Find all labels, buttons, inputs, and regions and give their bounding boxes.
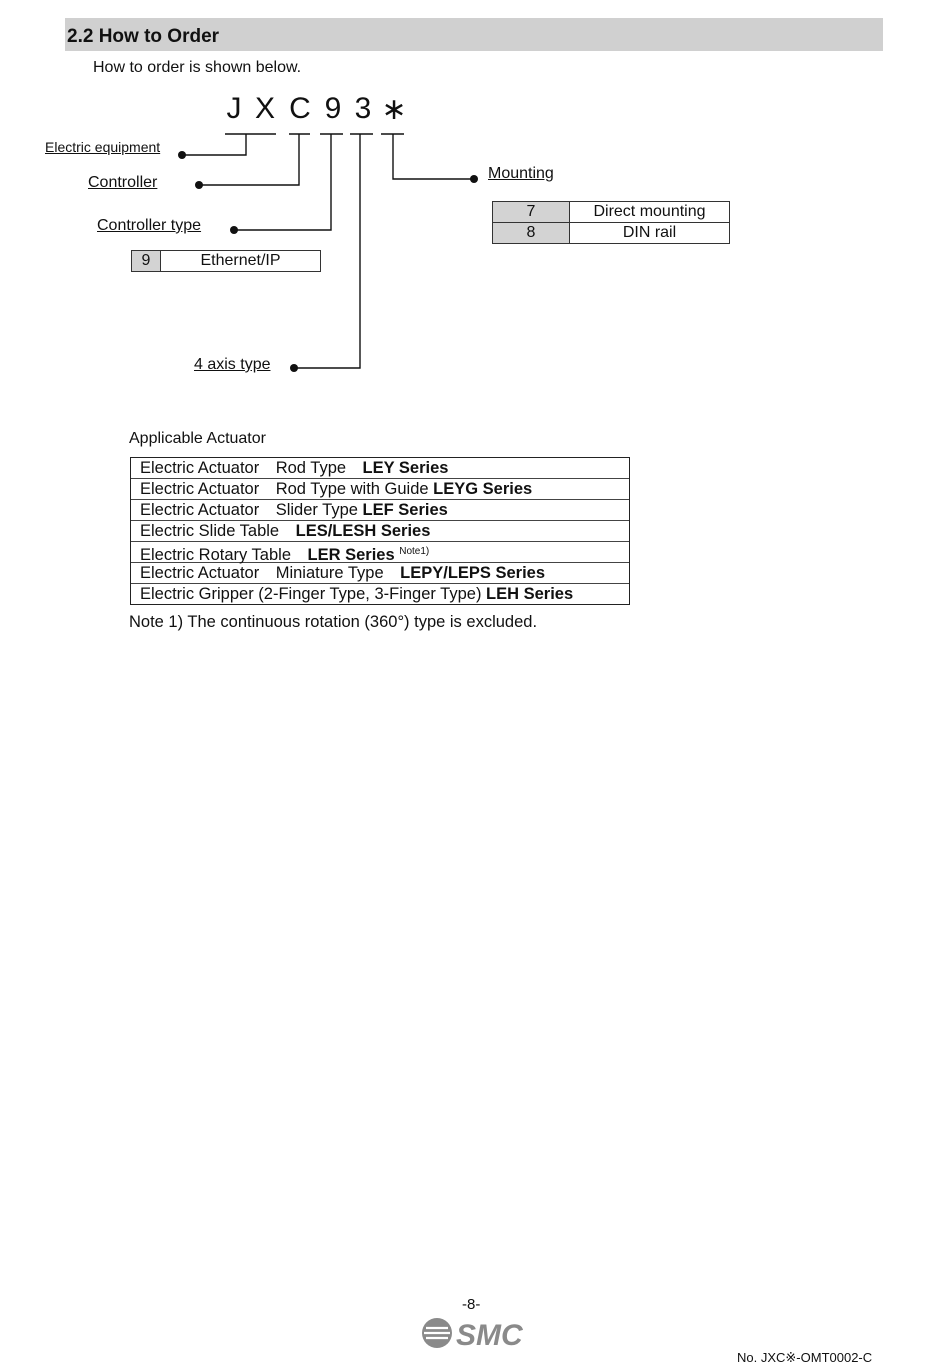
actuator-series: LEH Series [486,585,574,603]
actuator-desc: Electric Actuator Miniature Type [140,564,401,582]
actuator-desc: Electric Actuator Slider Type [140,501,363,519]
section-title: 2.2 How to Order [67,26,220,47]
actuator-series: LEPY/LEPS Series [400,564,546,582]
option-value: Ethernet/IP [161,251,321,272]
document-number: No. JXC※-OMT0002-C [737,1350,873,1365]
actuator-footnote: Note 1) The continuous rotation (360°) type is excluded. [129,613,538,631]
smc-logo [420,1316,530,1352]
option-value: DIN rail [570,223,730,244]
actuator-row [131,521,629,542]
applicable-actuator-table [130,457,630,605]
label-electric-equipment: Electric equipment [45,139,161,155]
smc-logo-text: SMC [456,1319,523,1352]
code-char-6: ∗ [381,93,407,126]
connector-mounting [393,134,474,179]
actuator-desc: Electric Rotary Table [140,546,308,564]
dot-controller-type [230,226,238,234]
actuator-series: LEF Series [362,501,448,519]
actuator-series: LEY Series [362,459,449,477]
actuator-row [131,458,629,479]
page-number: -8- [462,1296,481,1313]
actuator-row [131,584,629,604]
code-char-1: J [226,92,242,125]
actuator-series: LES/LESH Series [295,522,431,540]
dot-controller [195,181,203,189]
actuator-row [131,479,629,500]
code-char-5: 3 [354,92,372,125]
mounting-row [493,202,730,223]
option-key: 7 [493,202,570,223]
dot-electric-equipment [178,151,186,159]
actuator-desc: Electric Gripper (2-Finger Type, 3-Finger Type) [140,585,487,603]
mounting-row [493,223,730,244]
intro-text: How to order is shown below. [93,59,302,76]
order-code-diagram [0,0,950,420]
connector-controller-type [234,134,331,230]
option-value: Direct mounting [570,202,730,223]
actuator-note-ref: Note1) [399,546,430,557]
smc-logo-mark [422,1318,452,1348]
code-char-2: X [254,92,275,125]
code-char-3: C [289,92,311,125]
actuator-row [131,563,629,584]
mounting-table [492,201,730,244]
label-axis-type: 4 axis type [194,356,271,373]
option-key: 8 [493,223,570,244]
label-controller: Controller [88,174,158,191]
label-controller-type: Controller type [97,217,202,234]
actuator-series: LEYG Series [433,480,533,498]
option-key: 9 [132,251,161,272]
dot-axis-type [290,364,298,372]
actuator-row [131,500,629,521]
applicable-actuator-title: Applicable Actuator [129,430,266,447]
code-char-4: 9 [324,92,342,125]
actuator-desc: Electric Slide Table [140,522,296,540]
actuator-desc: Electric Actuator Rod Type [140,459,363,477]
actuator-desc: Electric Actuator Rod Type with Guide [140,480,434,498]
dot-mounting [470,175,478,183]
connector-electric-equipment [182,134,246,155]
controller-type-table [131,250,321,272]
actuator-row [131,542,629,563]
connector-controller [199,134,299,185]
actuator-series: LER Series [307,546,395,564]
label-mounting: Mounting [488,165,554,182]
controller-type-row [132,251,321,272]
